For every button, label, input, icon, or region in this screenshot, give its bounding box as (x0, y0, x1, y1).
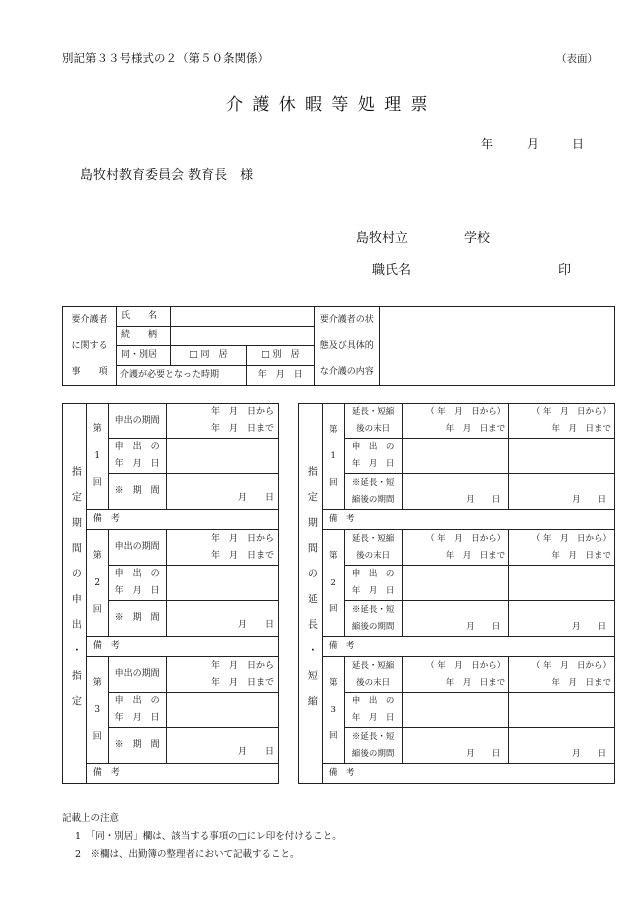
item1-req-date-field[interactable] (166, 439, 278, 474)
designation-table (62, 403, 279, 784)
needed-since-label: 介護が必要となった時期 (116, 365, 246, 385)
page-title: 介護休暇等処理票 (226, 95, 437, 115)
note-1: 1 「同・別居」欄は、該当する事項の□にレ印を付けること。 (75, 831, 342, 842)
ext-item3-md-col1[interactable]: 月 日 (402, 728, 509, 764)
ext-item1-md-col2[interactable]: 月 日 (509, 474, 615, 510)
care-recipient-table (62, 306, 615, 386)
item3-remarks[interactable]: 備 考 (86, 764, 278, 784)
ext-item2-ordinal: 第 2 回 (322, 530, 344, 637)
ext-item3-md-col2[interactable]: 月 日 (509, 728, 615, 764)
ext-item1-asterisk: ※延長・短 縮後の期間 (344, 474, 402, 510)
date-year: 年 (481, 137, 494, 151)
item1-md-field[interactable]: 月 日 (166, 474, 278, 510)
item1-ordinal: 第 1 回 (86, 404, 108, 510)
note-2: 2 ※欄は、出勤簿の整理者において記載すること。 (75, 849, 300, 860)
notes-title: 記載上の注意 (62, 813, 120, 824)
side-label: （表面） (556, 53, 598, 65)
item1-remarks[interactable]: 備 考 (86, 510, 278, 530)
item3-ordinal: 第 3 回 (86, 657, 108, 764)
item2-req-date-field[interactable] (166, 566, 278, 601)
item1-asterisk-period: ※ 期 間 (108, 474, 166, 510)
date-day: 日 (572, 137, 585, 151)
checkbox-separate[interactable]: □ 別 居 (246, 345, 314, 365)
designation-vertical-title: 指定期間の申出・指定 (63, 404, 87, 784)
relation-field[interactable] (170, 327, 314, 346)
care-state-field[interactable] (379, 307, 614, 386)
relation-label-cell: 続 柄 (116, 327, 170, 346)
ext-item1-md-col1[interactable]: 月 日 (402, 474, 509, 510)
checkbox-same[interactable]: □ 同 居 (170, 345, 246, 365)
ext-item3-col2[interactable]: （ 年 月 日から） 年 月 日まで (509, 657, 615, 693)
ext-item2-col2[interactable]: （ 年 月 日から） 年 月 日まで (509, 530, 615, 566)
item2-remarks[interactable]: 備 考 (86, 637, 278, 657)
ext-item2-req-date-label: 申 出 の 年 月 日 (344, 566, 402, 601)
item2-md-field[interactable]: 月 日 (166, 601, 278, 637)
item2-ordinal: 第 2 回 (86, 530, 108, 637)
item3-period-field[interactable]: 年 月 日から 年 月 日まで (166, 657, 278, 693)
item2-period-label: 申出の期間 (108, 530, 166, 566)
form-number: 別記第３３号様式の２（第５０条関係） (62, 51, 269, 65)
name-label: 職氏名 (372, 263, 412, 278)
ext-item3-req-date-col2[interactable] (509, 693, 615, 728)
item1-req-date-label: 申 出 の 年 月 日 (108, 439, 166, 474)
extension-vertical-title: 指定期間の延長・短縮 (299, 404, 323, 784)
ext-item1-ordinal: 第 1 回 (322, 404, 344, 510)
care-state-head: 要介護者の状 態及び具体的 な介護の内容 (314, 307, 379, 386)
ext-item3-col1[interactable]: （ 年 月 日から） 年 月 日まで (402, 657, 509, 693)
ext-item3-req-date-col1[interactable] (402, 693, 509, 728)
cohab-label-cell: 同・別居 (116, 345, 170, 365)
care-row-head: 要介護者 に関する 事 項 (63, 307, 117, 386)
ext-item2-md-col1[interactable]: 月 日 (402, 601, 509, 637)
item2-req-date-label: 申 出 の 年 月 日 (108, 566, 166, 601)
ext-item1-req-date-col2[interactable] (509, 439, 615, 474)
ext-item1-label: 延長・短縮 後の末日 (344, 404, 402, 439)
ext-item1-req-date-col1[interactable] (402, 439, 509, 474)
ext-item3-asterisk: ※延長・短 縮後の期間 (344, 728, 402, 764)
addressee: 島牧村教育委員会 教育長 様 (80, 168, 254, 183)
item3-md-field[interactable]: 月 日 (166, 728, 278, 764)
ext-item1-req-date-label: 申 出 の 年 月 日 (344, 439, 402, 474)
ext-item2-remarks[interactable]: 備 考 (322, 637, 614, 657)
ext-item2-req-date-col2[interactable] (509, 566, 615, 601)
ext-item2-col1[interactable]: （ 年 月 日から） 年 月 日まで (402, 530, 509, 566)
extension-table (298, 403, 615, 784)
item1-period-field[interactable]: 年 月 日から 年 月 日まで (166, 404, 278, 439)
item1-period-label: 申出の期間 (108, 404, 166, 439)
ext-item1-col1[interactable]: （ 年 月 日から） 年 月 日まで (402, 404, 509, 439)
ext-item3-remarks[interactable]: 備 考 (322, 764, 614, 784)
seal-mark: 印 (558, 263, 572, 278)
item2-asterisk-period: ※ 期 間 (108, 601, 166, 637)
ext-item2-md-col2[interactable]: 月 日 (509, 601, 615, 637)
item2-period-field[interactable]: 年 月 日から 年 月 日まで (166, 530, 278, 566)
item3-period-label: 申出の期間 (108, 657, 166, 693)
date-month: 月 (527, 137, 540, 151)
item3-req-date-label: 申 出 の 年 月 日 (108, 693, 166, 728)
ext-item3-req-date-label: 申 出 の 年 月 日 (344, 693, 402, 728)
ext-item1-remarks[interactable]: 備 考 (322, 510, 614, 530)
ext-item3-ordinal: 第 3 回 (322, 657, 344, 764)
needed-since-date[interactable]: 年 月 日 (246, 365, 314, 385)
ext-item2-asterisk: ※延長・短 縮後の期間 (344, 601, 402, 637)
ext-item1-col2[interactable]: （ 年 月 日から） 年 月 日まで (509, 404, 615, 439)
ext-item2-label: 延長・短縮 後の末日 (344, 530, 402, 566)
ext-item2-req-date-col1[interactable] (402, 566, 509, 601)
name-label-cell: 氏 名 (116, 307, 170, 327)
ext-item3-label: 延長・短縮 後の末日 (344, 657, 402, 693)
name-field[interactable] (170, 307, 314, 327)
item3-req-date-field[interactable] (166, 693, 278, 728)
school-prefix: 島牧村立 (356, 231, 409, 246)
item3-asterisk-period: ※ 期 間 (108, 728, 166, 764)
school-suffix: 学校 (464, 231, 491, 246)
